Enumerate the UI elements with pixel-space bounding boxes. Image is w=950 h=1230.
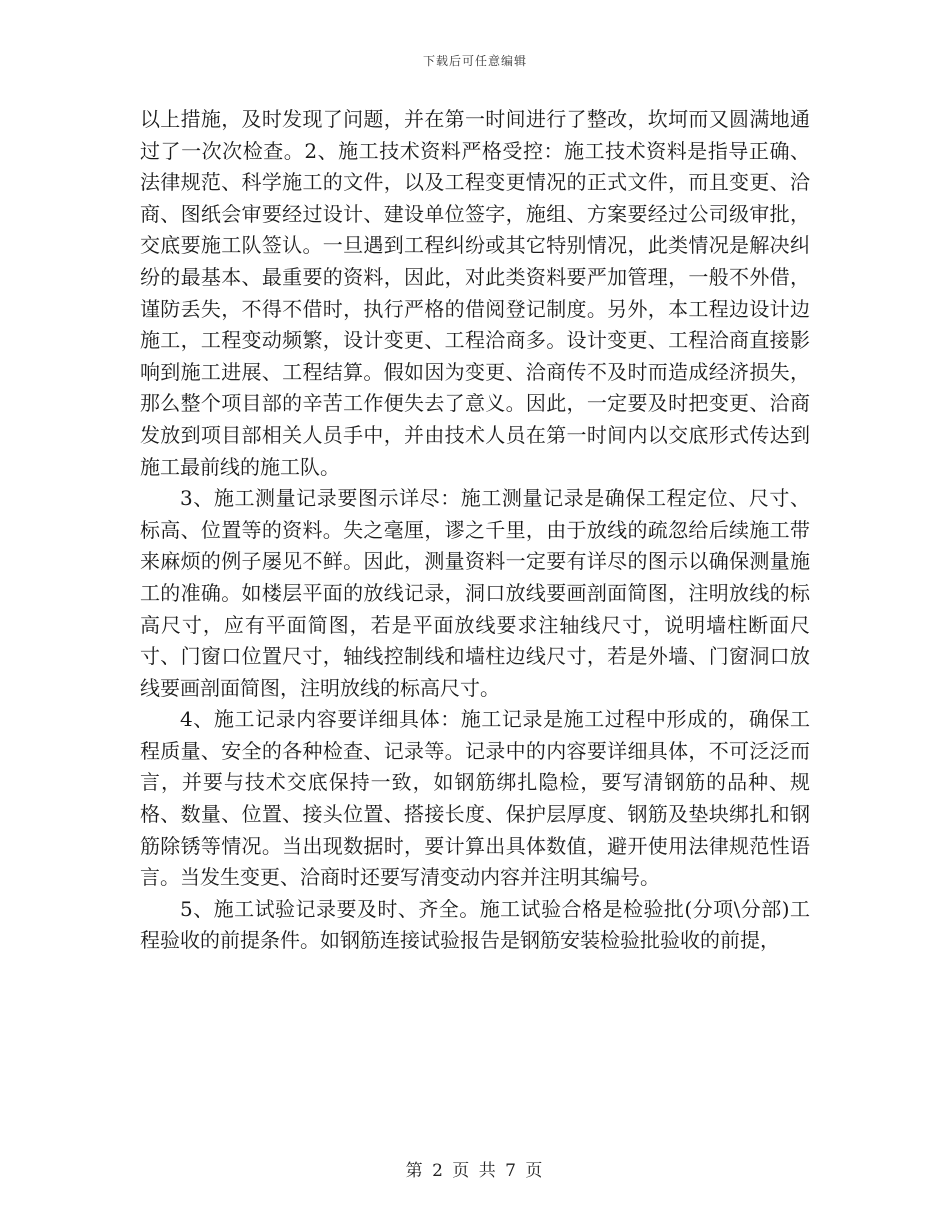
page-number-footer: 第 2 页 共 7 页 (405, 1161, 545, 1181)
paragraph-4: 5、施工试验记录要及时、齐全。施工试验合格是检验批(分项\分部)工程验收的前提条件。如钢筋连接试验报告是钢筋安装检验批验收的前提， (140, 896, 810, 953)
paragraph-3: 4、施工记录内容要详细具体：施工记录是施工过程中形成的，确保工程质量、安全的各种检查、记录等。记录中的内容要详细具体，不可泛泛而言，并要与技术交底保持一致，如钢筋绑扎隐检，要写清钢筋的品种、规格、数量、位置、接头位置、搭接长度、保护层厚度、钢筋及垫块绑扎和钢筋除锈等情况。当出现数据时，要计算出具体数值，避开使用法律规范性语言。当发生变更、洽商时还要写清变动内容并注明其编号。 (140, 707, 810, 890)
page-header: 下载后可任意编辑 (422, 54, 527, 68)
paragraph-2: 3、施工测量记录要图示详尽：施工测量记录是确保工程定位、尺寸、标高、位置等的资料。失之毫厘，谬之千里，由于放线的疏忽给后续施工带来麻烦的例子屡见不鲜。因此，测量资料一定要有详尽的图示以确保测量施工的准确。如楼层平面的放线记录，洞口放线要画剖面简图，注明放线的标高尺寸，应有平面简图，若是平面放线要求注轴线尺寸，说明墙柱断面尺寸、门窗口位置尺寸，轴线控制线和墙柱边线尺寸，若是外墙、门窗洞口放线要画剖面简图，注明放线的标高尺寸。 (140, 486, 810, 700)
document-body (140, 104, 810, 957)
paragraph-1: 以上措施，及时发现了问题，并在第一时间进行了整改，坎坷而又圆满地通过了一次次检查。2、施工技术资料严格受控：施工技术资料是指导正确、法律规范、科学施工的文件，以及工程变更情况的正式文件，而且变更、洽商、图纸会审要经过设计、建设单位签字，施组、方案要经过公司级审批，交底要施工队签认。一旦遇到工程纠纷或其它特别情况，此类情况是解决纠纷的最基本、最重要的资料，因此，对此类资料要严加管理，一般不外借，谨防丢失，不得不借时，执行严格的借阅登记制度。另外，本工程边设计边施工，工程变动频繁，设计变更、工程洽商多。设计变更、工程洽商直接影响到施工进展、工程结算。假如因为变更、洽商传不及时而造成经济损失，那么整个项目部的辛苦工作便失去了意义。因此，一定要及时把变更、洽商发放到项目部相关人员手中，并由技术人员在第一时间内以交底形式传达到施工最前线的施工队。 (140, 107, 810, 479)
